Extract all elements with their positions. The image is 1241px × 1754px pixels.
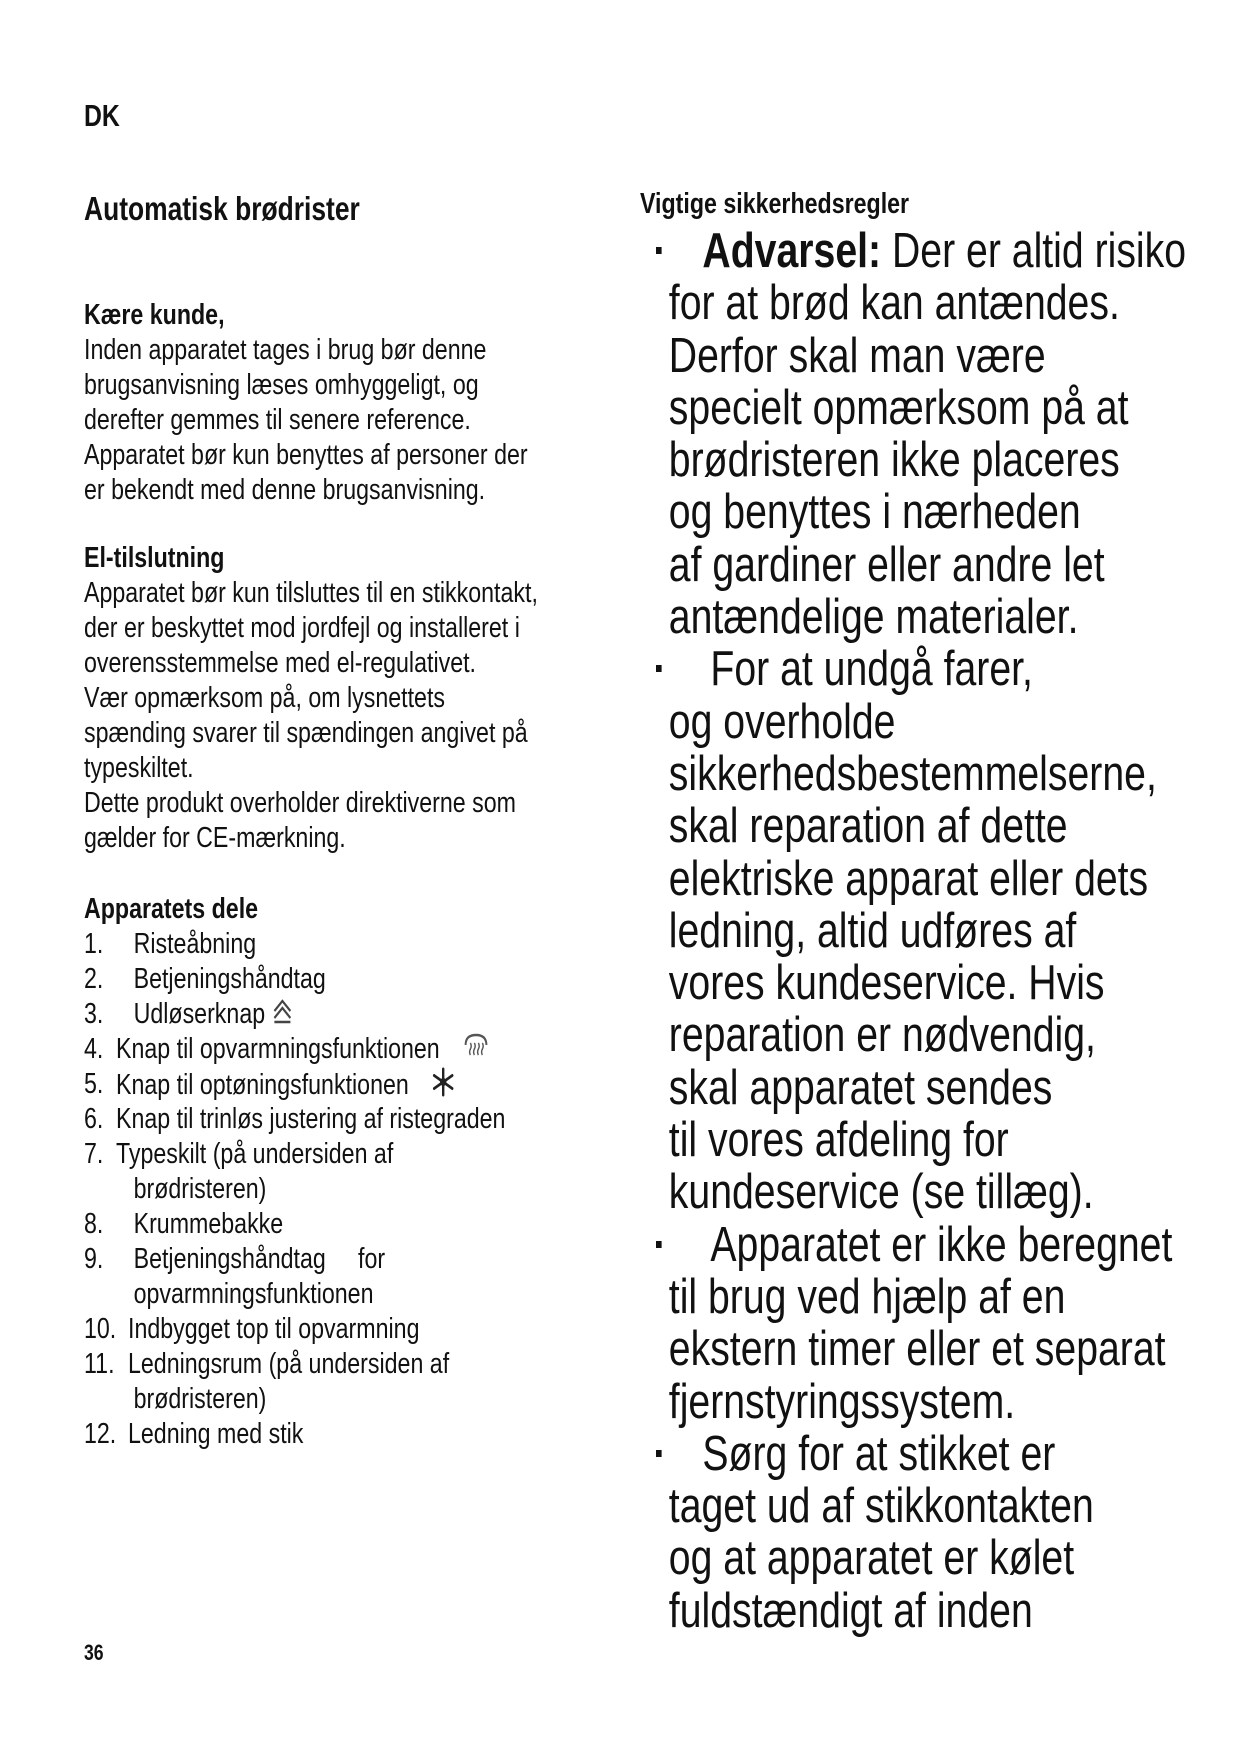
safety-line: af gardiner eller andre let [668, 537, 1105, 592]
parts-item [84, 1137, 394, 1207]
safety-line: til vores afdeling for [668, 1113, 1009, 1168]
parts-item-number: 10. [84, 1313, 117, 1345]
electric-line: Dette produkt overholder direktiverne som [84, 787, 516, 819]
intro-line: er bekendt med denne brugsanvisning. [84, 474, 486, 506]
safety-bullet-line [656, 643, 1186, 695]
parts-item-text: Knap til trinløs justering af ristegraden [116, 1103, 506, 1135]
page-title: Automatisk brødrister [84, 190, 360, 227]
parts-item-text-continued: opvarmningsfunktionen [133, 1278, 374, 1310]
parts-item-text-continued: brødristeren) [133, 1173, 267, 1205]
safety-line: fuldstændigt af inden [668, 1583, 1033, 1638]
safety-line: og at apparatet er kølet [668, 1531, 1075, 1586]
electric-line: spænding svarer til spændingen angivet på [84, 717, 528, 749]
parts-item-text: Betjeningshåndtag for [133, 1243, 386, 1275]
parts-item [84, 1207, 284, 1242]
parts-item-number: 11. [84, 1348, 115, 1380]
safety-line: antændelige materialer. [668, 590, 1079, 645]
bullet-dot [656, 665, 662, 672]
bullet-dot [656, 247, 662, 254]
safety-bullet-lead: Sørg for at stikket er [702, 1426, 1056, 1481]
parts-item-number: 12. [84, 1418, 117, 1450]
safety-line: skal reparation af dette [668, 799, 1068, 854]
parts-item-number: 6. [84, 1103, 104, 1135]
parts-item [84, 1102, 506, 1137]
parts-item-text: Betjeningshåndtag [133, 963, 326, 995]
safety-rules [656, 225, 1186, 1637]
language-code: DK [84, 98, 120, 133]
parts-item [84, 1347, 450, 1417]
parts-item-text: Indbygget top til opvarmning [128, 1313, 420, 1345]
safety-bullet-line [656, 225, 1186, 277]
parts-item-number: 1. [84, 928, 104, 960]
safety-line: og overholde [668, 694, 896, 749]
page-number: 36 [84, 1640, 104, 1665]
snowflake-icon [431, 1067, 455, 1106]
safety-line: skal apparatet sendes [668, 1060, 1053, 1115]
safety-line: ledning, altid udføres af [668, 903, 1077, 958]
safety-line: elektriske apparat eller dets [668, 851, 1149, 906]
parts-item-row [116, 1032, 488, 1068]
parts-item [84, 1032, 440, 1067]
parts-item-text: Risteåbning [133, 928, 257, 960]
intro-line: brugsanvisning læses omhyggeligt, og [84, 369, 479, 401]
parts-list [84, 927, 506, 1452]
parts-item [84, 1417, 304, 1452]
electric-heading: El-tilslutning [84, 542, 225, 574]
parts-item-number: 8. [84, 1208, 104, 1240]
electric-line: overensstemmelse med el-regulativet. [84, 647, 476, 679]
intro-line: Apparatet bør kun benyttes af personer der [84, 439, 528, 471]
parts-item-number: 7. [84, 1138, 104, 1170]
parts-section [84, 892, 506, 1452]
parts-item-text: Knap til optøningsfunktionen [116, 1069, 409, 1102]
parts-item [84, 1242, 386, 1312]
parts-item-text-continued: brødristeren) [133, 1383, 267, 1415]
safety-line: reparation er nødvendig, [668, 1008, 1096, 1063]
parts-item-row [134, 997, 293, 1033]
safety-line: Derfor skal man være [668, 328, 1046, 383]
electric-line: der er beskyttet mod jordfejl og installeret i [84, 612, 520, 644]
parts-item-number: 9. [84, 1243, 104, 1275]
electric-line: typeskiltet. [84, 752, 194, 784]
safety-line: til brug ved hjælp af en [668, 1269, 1066, 1324]
safety-line: specielt opmærksom på at [668, 380, 1129, 435]
electric-line: gælder for CE-mærkning. [84, 822, 346, 854]
parts-item-text: Krummebakke [133, 1208, 284, 1240]
safety-text: Der er altid risiko [891, 224, 1187, 278]
safety-line: sikkerhedsbestemmelserne, [668, 746, 1157, 801]
electric-line: Apparatet bør kun tilsluttes til en stikkontakt, [84, 577, 538, 609]
parts-item-text: Typeskilt (på undersiden af [116, 1138, 394, 1170]
safety-heading: Vigtige sikkerhedsregler [640, 188, 910, 220]
intro-section [84, 298, 528, 508]
parts-item-text: Ledningsrum (på undersiden af [128, 1348, 450, 1380]
bullet-dot [656, 1450, 662, 1457]
safety-line: og benyttes i nærheden [668, 485, 1081, 540]
safety-line: for at brød kan antændes. [668, 276, 1120, 331]
release-arrow-icon [273, 998, 292, 1033]
safety-line: fjernstyringssystem. [668, 1374, 1016, 1429]
parts-item-number: 4. [84, 1033, 104, 1065]
parts-item [84, 997, 266, 1032]
reheat-heat-icon [464, 1033, 488, 1068]
safety-bullet-lead: Apparatet er ikke beregnet [710, 1217, 1173, 1272]
parts-heading: Apparatets dele [84, 893, 259, 925]
intro-heading: Kære kunde, [84, 299, 225, 331]
intro-line: Inden apparatet tages i brug bør denne [84, 334, 487, 366]
parts-item [84, 1312, 420, 1347]
parts-item [84, 962, 326, 997]
parts-item-number: 2. [84, 963, 104, 995]
safety-line: vores kundeservice. Hvis [668, 956, 1105, 1011]
bullet-dot [656, 1241, 662, 1248]
parts-item-text: Knap til opvarmningsfunktionen [116, 1033, 440, 1065]
safety-bullet-lead: For at undgå farer, [710, 642, 1033, 697]
electric-line: Vær opmærksom på, om lysnettets [84, 682, 446, 714]
warning-label: Advarsel: [702, 224, 882, 278]
safety-line: taget ud af stikkontakten [668, 1479, 1094, 1534]
parts-item-number: 5. [84, 1068, 104, 1100]
electric-section [84, 541, 538, 856]
parts-item-text: Ledning med stik [128, 1418, 304, 1450]
safety-bullet-line [656, 1428, 1186, 1480]
intro-line: derefter gemmes til senere reference. [84, 404, 471, 436]
safety-line: brødristeren ikke placeres [668, 433, 1120, 488]
parts-item-text: Udløserknap [133, 998, 266, 1030]
safety-bullet-lead [656, 224, 1186, 278]
parts-item-number: 3. [84, 998, 104, 1030]
safety-line: kundeservice (se tillæg). [668, 1165, 1094, 1220]
parts-item [84, 1067, 409, 1102]
safety-line: ekstern timer eller et separat [668, 1322, 1166, 1377]
safety-bullet-line [656, 1219, 1186, 1271]
parts-item [84, 927, 258, 962]
parts-item-row [116, 1067, 455, 1106]
